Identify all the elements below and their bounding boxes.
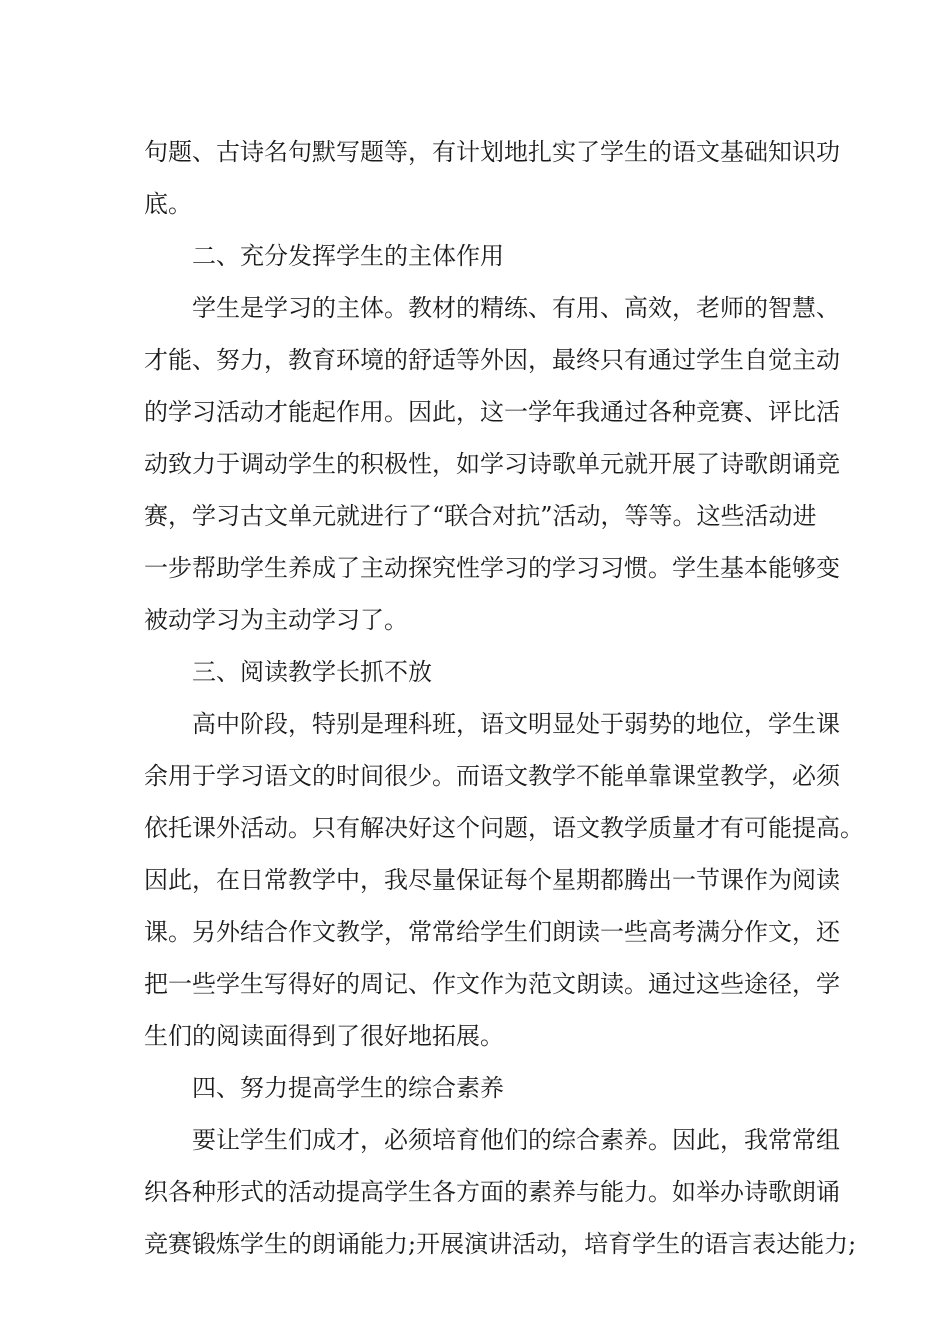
text-line: 底。 bbox=[144, 190, 192, 218]
text-line: 余用于学习语文的时间很少。而语文教学不能单靠课堂教学，必须 bbox=[144, 762, 840, 790]
document-body bbox=[144, 126, 864, 1270]
section-heading: 四、努力提高学生的综合素养 bbox=[192, 1074, 504, 1102]
text-line: 的学习活动才能起作用。因此，这一学年我通过各种竞赛、评比活 bbox=[144, 398, 840, 426]
text-line: 生们的阅读面得到了很好地拓展。 bbox=[144, 1022, 504, 1050]
text-line: 织各种形式的活动提高学生各方面的素养与能力。如举办诗歌朗诵 bbox=[144, 1178, 840, 1206]
text-line: 把一些学生写得好的周记、作文作为范文朗读。通过这些途径，学 bbox=[144, 970, 840, 998]
text-line: 因此，在日常教学中，我尽量保证每个星期都腾出一节课作为阅读 bbox=[144, 866, 840, 894]
section-heading: 三、阅读教学长抓不放 bbox=[192, 658, 432, 686]
text-line: 高中阶段，特别是理科班，语文明显处于弱势的地位，学生课 bbox=[192, 710, 840, 738]
text-line: 句题、古诗名句默写题等，有计划地扎实了学生的语文基础知识功 bbox=[144, 138, 840, 166]
text-line: 一步帮助学生养成了主动探究性学习的学习习惯。学生基本能够变 bbox=[144, 554, 840, 582]
text-line: 课。另外结合作文教学，常常给学生们朗读一些高考满分作文，还 bbox=[144, 918, 840, 946]
text-line: 赛，学习古文单元就进行了“联合对抗”活动，等等。这些活动进 bbox=[144, 502, 817, 530]
text-line: 依托课外活动。只有解决好这个问题，语文教学质量才有可能提高。 bbox=[144, 814, 864, 842]
section-heading: 二、充分发挥学生的主体作用 bbox=[192, 242, 504, 270]
text-line: 要让学生们成才，必须培育他们的综合素养。因此，我常常组 bbox=[192, 1126, 840, 1154]
text-line: 被动学习为主动学习了。 bbox=[144, 606, 408, 634]
text-line: 学生是学习的主体。教材的精练、有用、高效，老师的智慧、 bbox=[192, 294, 840, 322]
text-line: 才能、努力，教育环境的舒适等外因，最终只有通过学生自觉主动 bbox=[144, 346, 840, 374]
text-line: 竞赛锻炼学生的朗诵能力;开展演讲活动，培育学生的语言表达能力; bbox=[144, 1230, 857, 1258]
text-line: 动致力于调动学生的积极性，如学习诗歌单元就开展了诗歌朗诵竞 bbox=[144, 450, 840, 478]
